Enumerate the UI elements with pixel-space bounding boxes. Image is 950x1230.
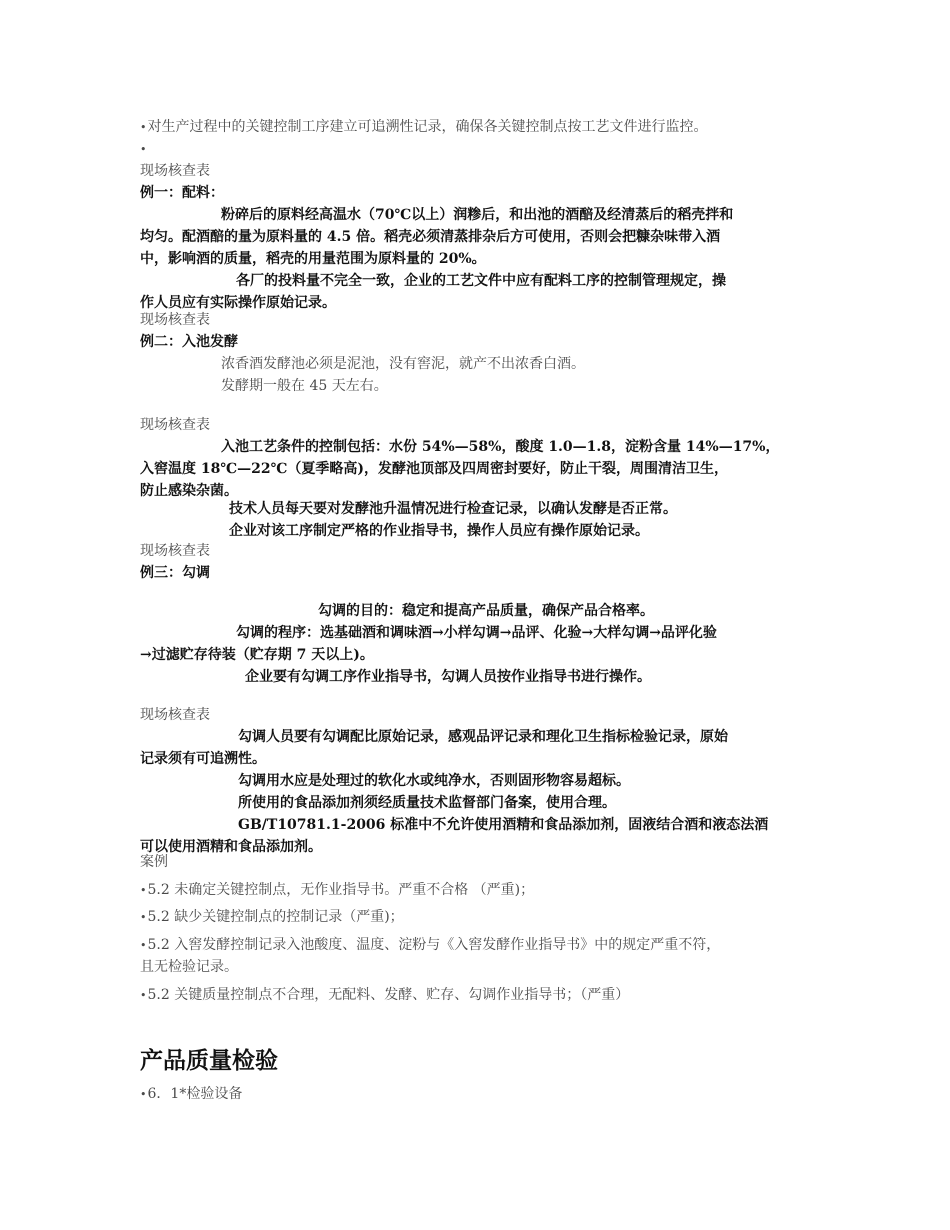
onsite-checklist-label: 现场核查表: [140, 707, 210, 723]
case-item-1: [140, 879, 534, 902]
bullet-icon: •: [140, 143, 147, 156]
cases-label: 案例: [140, 854, 168, 870]
example3-para4-line2: 记录须有可追溯性。: [140, 751, 266, 767]
bullet-icon: •: [140, 911, 147, 924]
example1-para1-line1: 粉碎后的原料经高温水（70℃以上）润糁后，和出池的酒醅及经清蒸后的稻壳拌和: [221, 207, 734, 223]
example1-para2-line1: 各厂的投料量不完全一致，企业的工艺文件中应有配料工序的控制管理规定，操: [236, 273, 726, 289]
example3-para5: 勾调用水应是处理过的软化水或纯净水，否则固形物容易超标。: [238, 773, 630, 789]
example3-para1: 勾调的目的：稳定和提高产品质量，确保产品合格率。: [318, 603, 654, 619]
example1-title: 例一：配料：: [140, 185, 224, 201]
example2-line2: 发酵期一般在 45 天左右。: [221, 378, 388, 394]
example3-para3: 企业要有勾调工序作业指导书，勾调人员按作业指导书进行操作。: [245, 669, 651, 685]
case-item-3-text: 5.2 入窖发酵控制记录入池酸度、温度、淀粉与《入窖发酵作业指导书》中的规定严重不符，: [147, 937, 721, 953]
case-item-4: [140, 984, 629, 1007]
case-item-3-line1: [140, 934, 720, 957]
case-item-2-text: 5.2 缺少关键控制点的控制记录（严重)；: [147, 909, 404, 925]
bullet-icon: •: [140, 939, 147, 952]
example3-para7-line1: GB/T10781.1-2006 标准中不允许使用酒精和食品添加剂，固液结合酒和液态法酒: [238, 817, 769, 833]
example2-line1: 浓香酒发酵池必须是泥池，没有窖泥，就产不出浓香白酒。: [221, 356, 585, 372]
case-item-4-text: 5.2 关键质量控制点不合理，无配料、发酵、贮存、勾调作业指导书；（严重）: [147, 987, 630, 1003]
traceability-text: 对生产过程中的关键控制工序建立可追溯性记录，确保各关键控制点按工艺文件进行监控。: [147, 119, 708, 135]
bullet-icon: •: [140, 989, 147, 1002]
onsite-checklist-label: 现场核查表: [140, 417, 210, 433]
case-item-3-line2: 且无检验记录。: [140, 959, 238, 975]
example2-para1-line3: 防止感染杂菌。: [140, 483, 238, 499]
case-item-2: [140, 906, 404, 929]
bullet-icon: •: [140, 1088, 147, 1101]
example1-para1-line3: 中，影响酒的质量，稻壳的用量范围为原料量的 20%。: [140, 251, 486, 267]
example3-para4-line1: 勾调人员要有勾调配比原始记录，感观品评记录和理化卫生指标检验记录，原始: [238, 729, 728, 745]
example2-para1-line1: 入池工艺条件的控制包括：水份 54%—58%，酸度 1.0—1.8，淀粉含量 14%—17%，: [221, 439, 780, 455]
example1-para2-line2: 作人员应有实际操作原始记录。: [140, 295, 336, 311]
bullet-icon: •: [140, 121, 147, 134]
example2-title: 例二：入池发酵: [140, 334, 238, 350]
empty-bullet-line: [140, 138, 148, 161]
example2-para3: 企业对该工序制定严格的作业指导书，操作人员应有操作原始记录。: [229, 523, 649, 539]
bullet-line-traceability: [140, 116, 708, 139]
example1-para1-line2: 均匀。配酒醅的量为原料量的 4.5 倍。稻壳必须清蒸排杂后方可使用，否则会把糠杂味带入酒: [140, 229, 721, 245]
section-item-1-text: 6．1*检验设备: [147, 1086, 243, 1102]
bullet-icon: •: [140, 884, 147, 897]
example3-para2-line2: →过滤贮存待装（贮存期 7 天以上)。: [140, 647, 374, 663]
example3-para7-line2: 可以使用酒精和食品添加剂。: [140, 839, 322, 855]
section-heading: 产品质量检验: [140, 1047, 278, 1074]
onsite-checklist-label: 现场核查表: [140, 312, 210, 328]
example3-para6: 所使用的食品添加剂须经质量技术监督部门备案，使用合理。: [238, 795, 616, 811]
onsite-checklist-label: 现场核查表: [140, 163, 210, 179]
example3-title: 例三：勾调: [140, 565, 210, 581]
example3-para2-line1: 勾调的程序：选基础酒和调味酒→小样勾调→品评、化验→大样勾调→品评化验: [236, 625, 717, 641]
example2-para1-line2: 入窖温度 18℃—22℃（夏季略高)，发酵池顶部及四周密封要好，防止干裂，周围清洁卫生，: [140, 461, 729, 477]
case-item-1-text: 5.2 未确定关键控制点，无作业指导书。严重不合格 （严重)；: [147, 882, 535, 898]
example2-para2: 技术人员每天要对发酵池升温情况进行检查记录，以确认发酵是否正常。: [229, 501, 677, 517]
section-item-1: [140, 1083, 242, 1106]
onsite-checklist-label: 现场核查表: [140, 543, 210, 559]
